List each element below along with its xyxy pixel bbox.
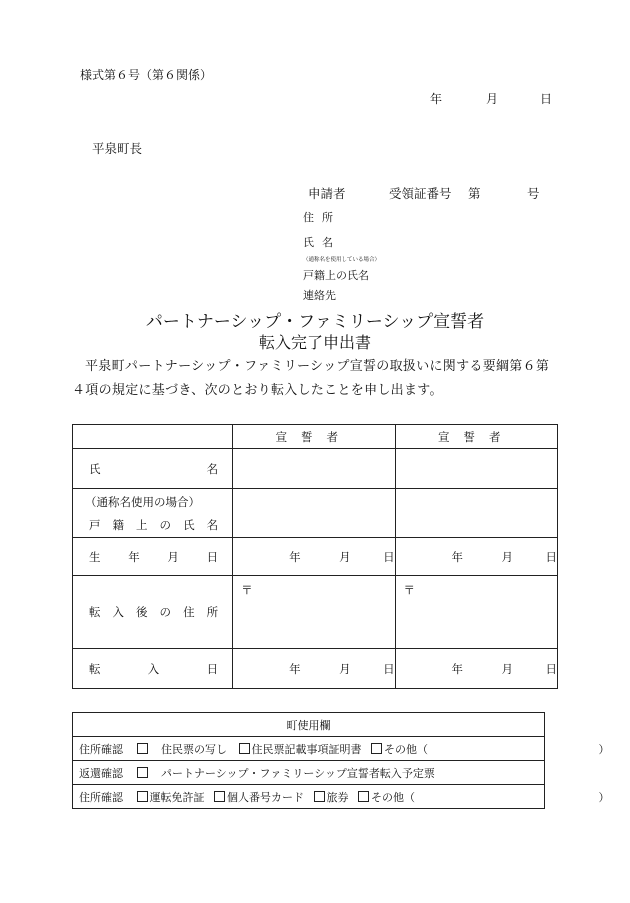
row-label-koseki: （通称名使用の場合） 戸 籍 上 の 氏 名 — [73, 489, 233, 538]
alias-note: （通称名を使用している場合） — [303, 257, 381, 263]
postal-mark: 〒 — [403, 583, 416, 597]
checkbox[interactable] — [239, 743, 250, 754]
checkbox[interactable] — [314, 791, 325, 802]
town-use-row-1: 住所確認 住民票の写し 住民票記載事項証明書 その他（ ） — [73, 737, 545, 761]
checkbox[interactable] — [371, 743, 382, 754]
new-address-cell-2[interactable] — [395, 576, 557, 649]
addressee: 平泉町長 — [92, 141, 143, 156]
applicant-name-label: 氏名 — [303, 236, 341, 249]
town-use-caption: 町使用欄 — [73, 713, 545, 737]
row-label-new-address: 転 入 後 の 住 所 — [73, 576, 233, 649]
row-label-birthdate: 生 年 月 日 — [73, 538, 233, 576]
town-use-section — [72, 712, 610, 809]
checkbox[interactable] — [137, 743, 148, 754]
page-title: パートナーシップ・ファミリーシップ宣誓者 — [145, 312, 485, 332]
header-blank — [73, 425, 233, 449]
row-label-move-in-date: 転 入 日 — [73, 649, 233, 689]
checkbox[interactable] — [137, 767, 148, 778]
move-in-date-cell-2[interactable]: 年 月 日 — [395, 649, 557, 689]
checkbox[interactable] — [358, 791, 369, 802]
town-use-row-3: 住所確認 運転免許証 個人番号カード 旅券 その他（ ） — [73, 785, 545, 809]
declarant-table — [72, 424, 558, 689]
receipt-number-suffix: 号 — [527, 186, 540, 201]
date-year: 年 — [430, 92, 443, 106]
row-label-name: 氏 名 — [73, 449, 233, 489]
new-address-cell-1[interactable] — [233, 576, 395, 649]
name-cell-1[interactable] — [233, 449, 395, 489]
name-cell-2[interactable] — [395, 449, 557, 489]
postal-mark: 〒 — [241, 583, 253, 597]
applicant-address-label: 住所 — [303, 211, 341, 224]
checkbox[interactable] — [214, 791, 225, 802]
koseki-name-label: 戸籍上の氏名 — [303, 269, 369, 282]
receipt-number-label: 受領証番号 — [389, 186, 452, 201]
page-subtitle: 転入完了申出書 — [258, 333, 371, 352]
col-header-1: 宣誓者 — [233, 425, 395, 449]
col-header-2: 宣誓者 — [395, 425, 557, 449]
applicant-label: 申請者 — [308, 186, 346, 201]
birthdate-cell-1[interactable]: 年 月 日 — [233, 538, 395, 576]
town-use-row-2: 返還確認 パートナーシップ・ファミリーシップ宣誓者転入予定票 — [73, 761, 545, 785]
checkbox[interactable] — [137, 791, 148, 802]
birthdate-cell-2[interactable]: 年 月 日 — [395, 538, 557, 576]
contact-label: 連絡先 — [303, 289, 336, 302]
date-month: 月 — [486, 92, 499, 106]
koseki-cell-1[interactable] — [233, 489, 395, 538]
receipt-number-prefix: 第 — [468, 186, 481, 201]
date-day: 日 — [540, 92, 553, 106]
declaration-text: 平泉町パートナーシップ・ファミリーシップ宣誓の取扱いに関する要綱第６第４項の規定に基づき、次のとおり転入したことを申し出ます。 — [72, 359, 550, 398]
koseki-cell-2[interactable] — [395, 489, 557, 538]
move-in-date-cell-1[interactable]: 年 月 日 — [233, 649, 395, 689]
form-number: 様式第６号（第６関係） — [80, 68, 213, 82]
